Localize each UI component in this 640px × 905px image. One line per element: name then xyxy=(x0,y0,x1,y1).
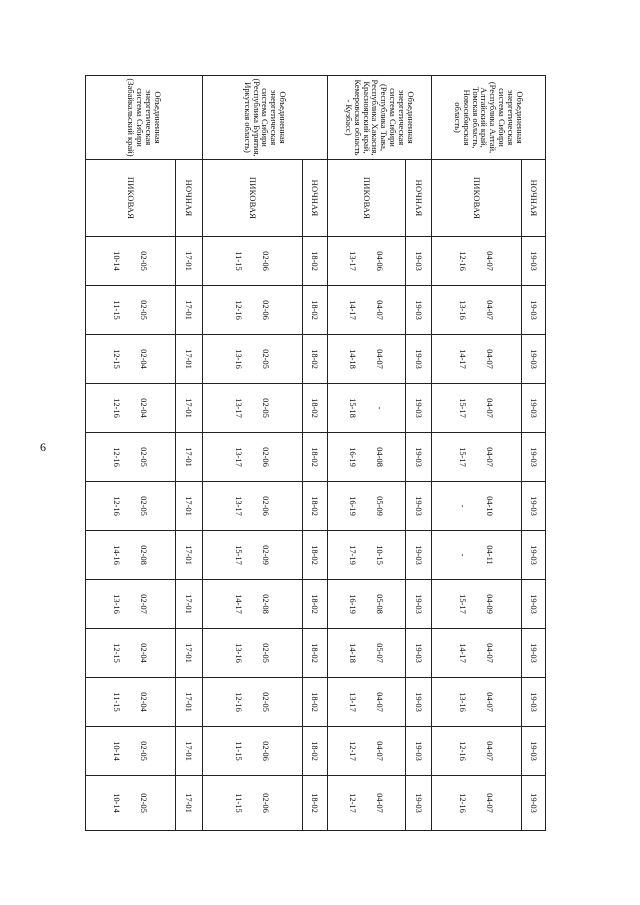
night-hours-cell: 17-01 xyxy=(176,286,203,335)
peak-hours-cell xyxy=(328,286,406,335)
night-hours-cell: 17-01 xyxy=(176,384,203,433)
peak-evening-hours: 13-17 xyxy=(234,398,245,418)
peak-hours-cell xyxy=(203,384,303,433)
peak-hours-cell xyxy=(328,580,406,629)
region-name: Объединенная энергетическая система Сибири (Забайкальский край) xyxy=(86,76,203,160)
peak-morning-hours: 04-07 xyxy=(485,643,496,663)
peak-evening-hours: 14-17 xyxy=(348,300,359,320)
night-hours-cell: 19-03 xyxy=(406,629,432,678)
schedule-table-rotated xyxy=(86,75,546,830)
night-hours-cell: 19-03 xyxy=(522,727,546,776)
night-hours-cell: 17-01 xyxy=(176,629,203,678)
peak-morning-hours: 02-06 xyxy=(261,496,272,516)
peak-morning-hours: 02-07 xyxy=(139,594,150,614)
peak-evening-hours: 11-15 xyxy=(112,300,123,320)
peak-morning-hours: 04-07 xyxy=(375,692,386,712)
zone-label-night: НОЧНАЯ xyxy=(406,160,432,237)
peak-hours-cell xyxy=(432,384,522,433)
peak-hours-cell xyxy=(86,433,176,482)
peak-morning-hours: 04-07 xyxy=(375,349,386,369)
peak-hours-cell xyxy=(328,335,406,384)
peak-evening-hours: 15-17 xyxy=(458,447,469,467)
peak-evening-hours: 14-17 xyxy=(458,349,469,369)
peak-morning-hours: 02-05 xyxy=(139,300,150,320)
night-hours-cell: 19-03 xyxy=(522,678,546,727)
peak-hours-cell xyxy=(203,727,303,776)
night-hours-cell: 18-02 xyxy=(303,727,328,776)
peak-hours-cell xyxy=(432,531,522,580)
peak-morning-hours: 04-07 xyxy=(485,251,496,271)
peak-morning-hours: 02-04 xyxy=(139,643,150,663)
zone-label-peak: ПИКОВАЯ xyxy=(432,160,522,237)
peak-hours-cell xyxy=(432,776,522,831)
peak-evening-hours: 15-17 xyxy=(234,545,245,565)
table-row-peak xyxy=(432,76,522,831)
peak-hours-cell xyxy=(328,237,406,286)
peak-morning-hours: 10-15 xyxy=(375,545,386,565)
peak-morning-hours: 04-07 xyxy=(485,793,496,813)
night-hours-cell: 19-03 xyxy=(406,286,432,335)
peak-evening-hours: 13-16 xyxy=(112,594,123,614)
night-hours-cell: 19-03 xyxy=(522,482,546,531)
peak-evening-hours: 14-16 xyxy=(112,545,123,565)
peak-hours-cell xyxy=(86,727,176,776)
night-hours-cell: 19-03 xyxy=(406,727,432,776)
peak-evening-hours: 15-18 xyxy=(348,398,359,418)
peak-hours-cell xyxy=(203,286,303,335)
night-hours-cell: 18-02 xyxy=(303,384,328,433)
peak-morning-hours: 02-05 xyxy=(261,349,272,369)
peak-evening-hours: 16-19 xyxy=(348,447,359,467)
peak-hours-cell xyxy=(203,433,303,482)
peak-morning-hours: 04-07 xyxy=(375,793,386,813)
night-hours-cell: 19-03 xyxy=(406,384,432,433)
night-hours-cell: 19-03 xyxy=(406,531,432,580)
night-hours-cell: 18-02 xyxy=(303,286,328,335)
peak-evening-hours: 12-17 xyxy=(348,793,359,813)
peak-hours-cell xyxy=(86,286,176,335)
peak-evening-hours: 11-15 xyxy=(234,251,245,271)
peak-morning-hours: 04-07 xyxy=(375,300,386,320)
peak-evening-hours: 10-14 xyxy=(112,251,123,271)
night-hours-cell: 18-02 xyxy=(303,776,328,831)
peak-evening-hours: 14-17 xyxy=(458,643,469,663)
peak-hours-cell xyxy=(203,678,303,727)
peak-morning-hours: 04-07 xyxy=(485,447,496,467)
peak-morning-hours: 02-05 xyxy=(139,251,150,271)
zone-label-night: НОЧНАЯ xyxy=(522,160,546,237)
peak-hours-cell xyxy=(328,727,406,776)
peak-hours-cell xyxy=(432,629,522,678)
peak-hours-cell xyxy=(432,727,522,776)
peak-morning-hours: 04-07 xyxy=(485,398,496,418)
night-hours-cell: 19-03 xyxy=(406,433,432,482)
peak-evening-hours: 14-18 xyxy=(348,349,359,369)
night-hours-cell: 19-03 xyxy=(406,482,432,531)
table-row-peak xyxy=(328,76,406,831)
night-hours-cell: 18-02 xyxy=(303,335,328,384)
peak-hours-cell xyxy=(328,678,406,727)
page-number: 6 xyxy=(40,440,46,454)
peak-evening-hours: 14-17 xyxy=(234,594,245,614)
peak-evening-hours: 12-16 xyxy=(458,251,469,271)
peak-hours-cell xyxy=(328,433,406,482)
peak-hours-cell xyxy=(203,629,303,678)
zone-label-peak: ПИКОВАЯ xyxy=(328,160,406,237)
night-hours-cell: 18-02 xyxy=(303,629,328,678)
peak-morning-hours: 04-07 xyxy=(485,300,496,320)
night-hours-cell: 17-01 xyxy=(176,727,203,776)
night-hours-cell: 19-03 xyxy=(522,776,546,831)
peak-hours-cell xyxy=(203,237,303,286)
table-row-peak xyxy=(203,76,303,831)
peak-morning-hours: 04-07 xyxy=(485,692,496,712)
peak-hours-cell xyxy=(203,482,303,531)
peak-morning-hours: - xyxy=(375,406,386,410)
peak-evening-hours: 13-16 xyxy=(458,300,469,320)
peak-evening-hours: 13-16 xyxy=(234,643,245,663)
peak-morning-hours: 04-11 xyxy=(485,545,496,565)
peak-evening-hours: - xyxy=(458,504,469,508)
zone-label-night: НОЧНАЯ xyxy=(176,160,203,237)
peak-morning-hours: 02-06 xyxy=(261,447,272,467)
peak-evening-hours: 12-16 xyxy=(458,741,469,761)
peak-hours-cell xyxy=(432,580,522,629)
peak-hours-cell xyxy=(432,335,522,384)
night-hours-cell: 19-03 xyxy=(406,580,432,629)
peak-morning-hours: 02-05 xyxy=(139,741,150,761)
night-hours-cell: 17-01 xyxy=(176,580,203,629)
night-hours-cell: 18-02 xyxy=(303,482,328,531)
peak-morning-hours: 02-08 xyxy=(139,545,150,565)
peak-morning-hours: 02-09 xyxy=(261,545,272,565)
peak-evening-hours: 16-19 xyxy=(348,496,359,516)
table-row-night xyxy=(406,76,432,831)
peak-hours-cell xyxy=(328,776,406,831)
peak-hours-cell xyxy=(86,335,176,384)
peak-evening-hours: 12-16 xyxy=(234,300,245,320)
zone-label-night: НОЧНАЯ xyxy=(303,160,328,237)
peak-evening-hours: 14-18 xyxy=(348,643,359,663)
region-name: Объединенная энергетическая система Сибири (Республика Тыва, Республика Хакасия, Красноярский край, Кемеровская область - Кузбасс) xyxy=(328,76,432,160)
peak-evening-hours: 12-15 xyxy=(112,643,123,663)
peak-evening-hours: 15-17 xyxy=(458,594,469,614)
night-hours-cell: 18-02 xyxy=(303,531,328,580)
peak-hours-cell xyxy=(86,629,176,678)
peak-hours-cell xyxy=(432,237,522,286)
peak-evening-hours: 11-15 xyxy=(234,793,245,813)
peak-morning-hours: 02-08 xyxy=(261,594,272,614)
peak-morning-hours: 02-05 xyxy=(261,398,272,418)
peak-morning-hours: 04-10 xyxy=(485,496,496,516)
peak-evening-hours: 13-17 xyxy=(234,496,245,516)
night-hours-cell: 19-03 xyxy=(406,678,432,727)
night-hours-cell: 19-03 xyxy=(522,384,546,433)
peak-hours-cell xyxy=(203,776,303,831)
peak-hours-cell xyxy=(86,384,176,433)
peak-evening-hours: - xyxy=(458,553,469,557)
peak-morning-hours: 04-07 xyxy=(375,741,386,761)
night-hours-cell: 18-02 xyxy=(303,237,328,286)
peak-hours-cell xyxy=(203,580,303,629)
night-hours-cell: 19-03 xyxy=(406,237,432,286)
peak-morning-hours: 02-06 xyxy=(261,300,272,320)
peak-hours-cell xyxy=(86,580,176,629)
peak-morning-hours: 05-08 xyxy=(375,594,386,614)
peak-evening-hours: 16-19 xyxy=(348,594,359,614)
peak-morning-hours: 02-05 xyxy=(139,496,150,516)
peak-morning-hours: 02-04 xyxy=(139,349,150,369)
table-row-night xyxy=(522,76,546,831)
peak-evening-hours: 12-15 xyxy=(112,349,123,369)
peak-morning-hours: 02-05 xyxy=(139,793,150,813)
peak-hours-cell xyxy=(86,237,176,286)
peak-morning-hours: 02-05 xyxy=(261,643,272,663)
peak-evening-hours: 13-16 xyxy=(458,692,469,712)
zone-label-peak: ПИКОВАЯ xyxy=(86,160,176,237)
peak-hours-cell xyxy=(328,629,406,678)
night-hours-cell: 17-01 xyxy=(176,678,203,727)
peak-evening-hours: 12-16 xyxy=(458,793,469,813)
night-hours-cell: 18-02 xyxy=(303,678,328,727)
night-hours-cell: 19-03 xyxy=(522,531,546,580)
peak-evening-hours: 13-17 xyxy=(234,447,245,467)
night-hours-cell: 17-01 xyxy=(176,776,203,831)
peak-hours-cell xyxy=(86,776,176,831)
night-hours-cell: 19-03 xyxy=(522,335,546,384)
peak-evening-hours: 12-16 xyxy=(112,398,123,418)
night-hours-cell: 19-03 xyxy=(522,433,546,482)
night-hours-cell: 19-03 xyxy=(406,776,432,831)
peak-hours-cell xyxy=(328,531,406,580)
schedule-table xyxy=(85,75,546,831)
peak-evening-hours: 13-16 xyxy=(234,349,245,369)
region-name: Объединенная энергетическая система Сибири (Республика Алтай, Алтайский край, Томская область, Новосибирская область) xyxy=(432,76,546,160)
night-hours-cell: 17-01 xyxy=(176,237,203,286)
peak-evening-hours: 13-17 xyxy=(348,692,359,712)
peak-hours-cell xyxy=(86,482,176,531)
peak-morning-hours: 04-09 xyxy=(485,594,496,614)
peak-hours-cell xyxy=(328,482,406,531)
region-name: Объединенная энергетическая система Сибири (Республика Бурятия, Иркутская область) xyxy=(203,76,328,160)
night-hours-cell: 19-03 xyxy=(522,237,546,286)
table-row-peak xyxy=(86,76,176,831)
peak-hours-cell xyxy=(328,384,406,433)
night-hours-cell: 18-02 xyxy=(303,580,328,629)
peak-hours-cell xyxy=(86,678,176,727)
night-hours-cell: 19-03 xyxy=(522,286,546,335)
table-row-night xyxy=(176,76,203,831)
peak-hours-cell xyxy=(432,482,522,531)
peak-hours-cell xyxy=(432,286,522,335)
peak-morning-hours: 02-04 xyxy=(139,692,150,712)
peak-morning-hours: 02-05 xyxy=(139,447,150,467)
peak-evening-hours: 11-15 xyxy=(234,741,245,761)
night-hours-cell: 18-02 xyxy=(303,433,328,482)
peak-evening-hours: 12-16 xyxy=(112,496,123,516)
peak-morning-hours: 04-06 xyxy=(375,251,386,271)
peak-morning-hours: 02-06 xyxy=(261,793,272,813)
peak-morning-hours: 02-04 xyxy=(139,398,150,418)
peak-evening-hours: 17-19 xyxy=(348,545,359,565)
table-row-night xyxy=(303,76,328,831)
peak-morning-hours: 02-06 xyxy=(261,741,272,761)
peak-morning-hours: 05-09 xyxy=(375,496,386,516)
night-hours-cell: 17-01 xyxy=(176,433,203,482)
peak-hours-cell xyxy=(432,433,522,482)
night-hours-cell: 19-03 xyxy=(406,335,432,384)
peak-morning-hours: 02-06 xyxy=(261,251,272,271)
peak-morning-hours: 04-08 xyxy=(375,447,386,467)
peak-morning-hours: 04-07 xyxy=(485,349,496,369)
night-hours-cell: 19-03 xyxy=(522,629,546,678)
peak-evening-hours: 10-14 xyxy=(112,741,123,761)
peak-evening-hours: 15-17 xyxy=(458,398,469,418)
night-hours-cell: 17-01 xyxy=(176,482,203,531)
peak-evening-hours: 11-15 xyxy=(112,692,123,712)
night-hours-cell: 17-01 xyxy=(176,335,203,384)
peak-hours-cell xyxy=(203,531,303,580)
night-hours-cell: 19-03 xyxy=(522,580,546,629)
peak-hours-cell xyxy=(203,335,303,384)
peak-morning-hours: 04-07 xyxy=(485,741,496,761)
peak-morning-hours: 05-07 xyxy=(375,643,386,663)
peak-evening-hours: 13-17 xyxy=(348,251,359,271)
peak-evening-hours: 10-14 xyxy=(112,793,123,813)
peak-hours-cell xyxy=(86,531,176,580)
peak-evening-hours: 12-16 xyxy=(234,692,245,712)
peak-evening-hours: 12-16 xyxy=(112,447,123,467)
peak-morning-hours: 02-05 xyxy=(261,692,272,712)
night-hours-cell: 17-01 xyxy=(176,531,203,580)
peak-evening-hours: 12-17 xyxy=(348,741,359,761)
zone-label-peak: ПИКОВАЯ xyxy=(203,160,303,237)
peak-hours-cell xyxy=(432,678,522,727)
